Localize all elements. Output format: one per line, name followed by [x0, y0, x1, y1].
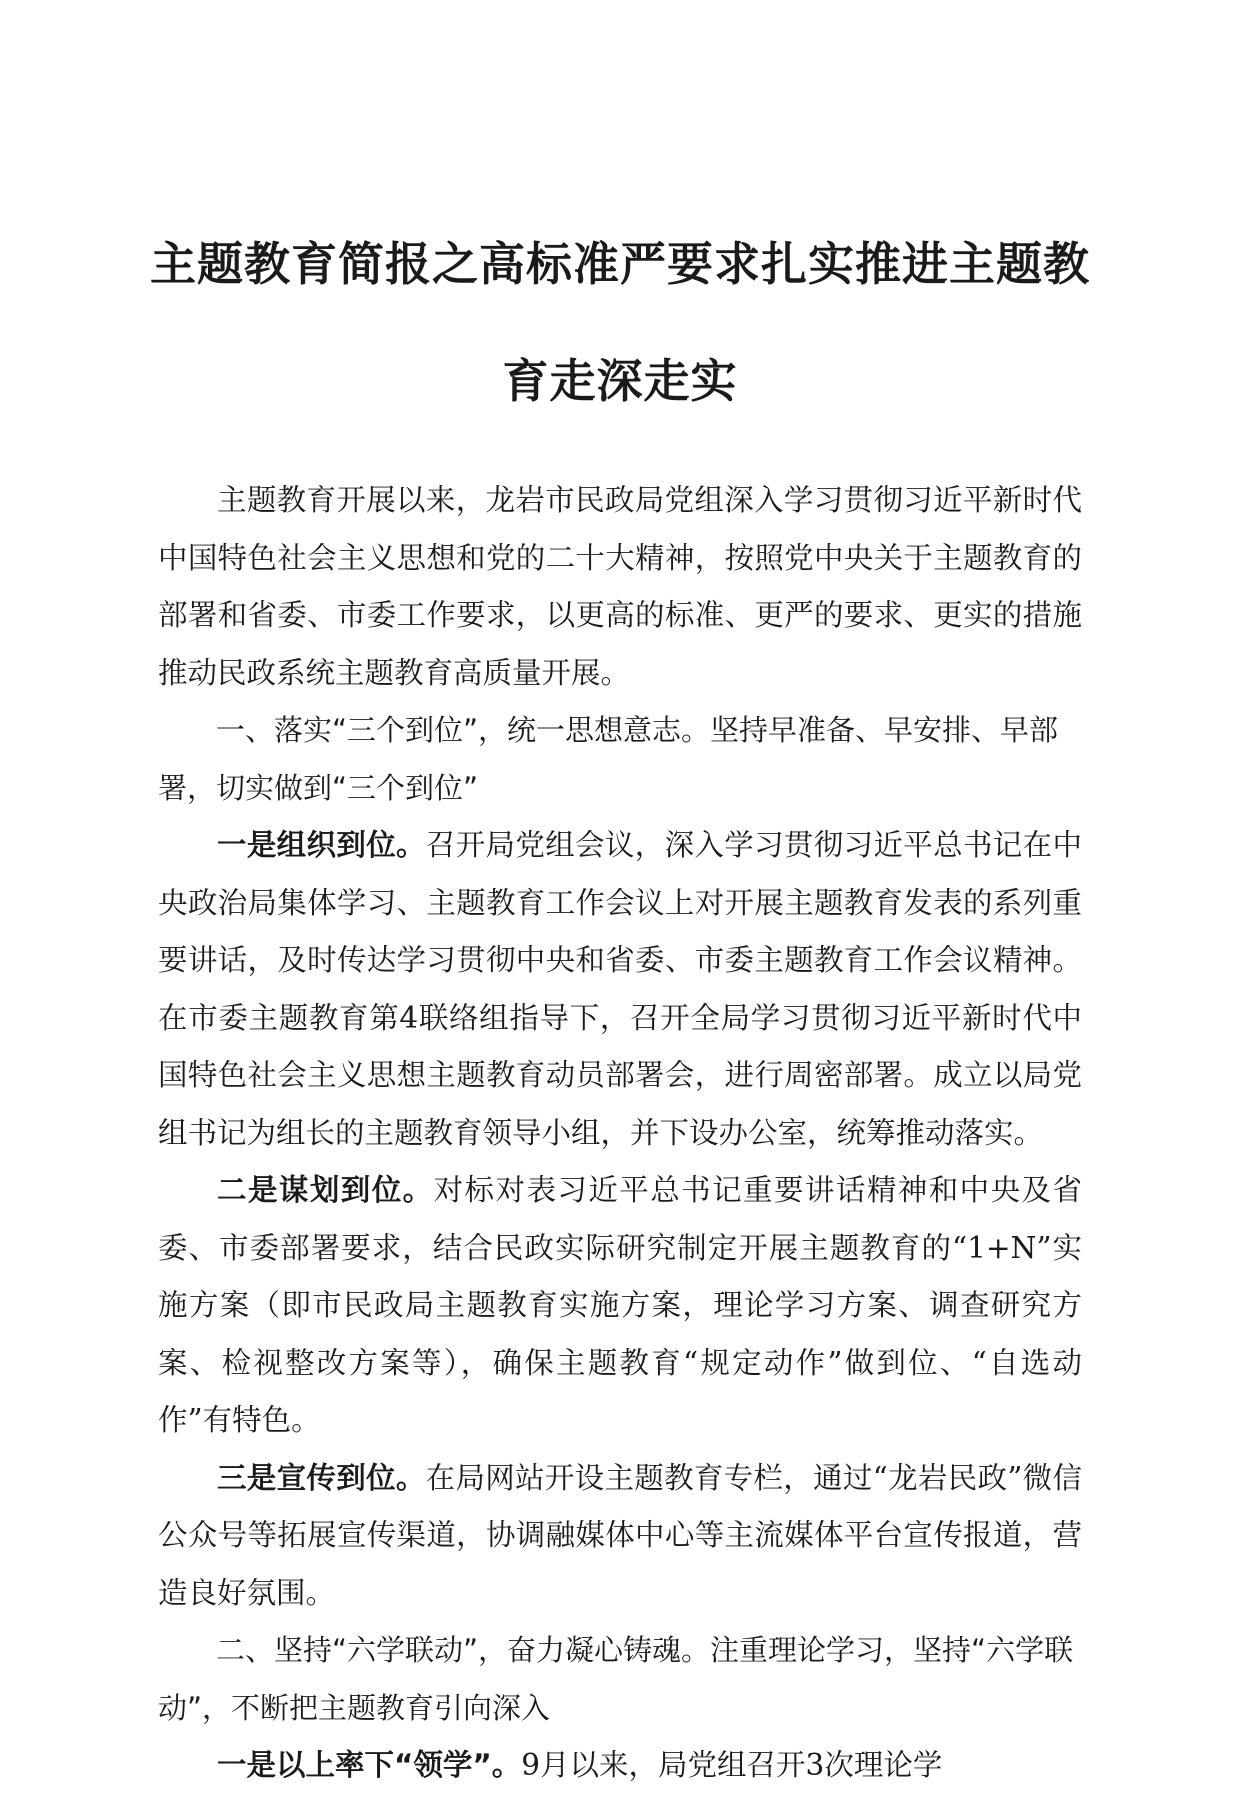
section-1-heading: 一、落实“三个到位”，统一思想意志。坚持早准备、早安排、早部署，切实做到“三个到位” [158, 713, 1059, 805]
item-lead: 一是组织到位。 [217, 828, 426, 862]
item-lead: 一是以上率下“领学”。 [217, 1748, 522, 1782]
item-lead: 三是宣传到位。 [217, 1460, 426, 1495]
item-text: 9月以来，局党组召开3次理论学 [521, 1748, 943, 1782]
section-2-item-1 [158, 1737, 1082, 1795]
document-title-line-1: 主题教育简报之高标准严要求扎实推进主题教 [150, 237, 1090, 291]
section-2-heading: 二、坚持“六学联动”，奋力凝心铸魂。注重理论学习，坚持“六学联动”，不断把主题教育引向深入 [158, 1633, 1074, 1725]
item-text: 对标对表习近平总书记重要讲话精神和中央及省委、市委部署要求，结合民政实际研究制定开展主题教育的“1+N”实施方案（即市民政局主题教育实施方案，理论学习方案、调查研究方案、检视整改方案等），确保主题教育“规定动作”做到位、“自选动作”有特色。 [158, 1173, 1082, 1437]
item-lead: 二是谋划到位。 [217, 1173, 434, 1207]
intro-paragraph: 主题教育开展以来，龙岩市民政局党组深入学习贯彻习近平新时代中国特色社会主义思想和党的二十大精神，按照党中央关于主题教育的部署和省委、市委工作要求，以更高的标准、更严的要求、更实的措施推动民政系统主题教育高质量开展。 [158, 483, 1082, 690]
section-1-item-2 [158, 1162, 1082, 1450]
document-title-line-2: 育走深走实 [502, 354, 738, 408]
item-text: 召开局党组会议，深入学习贯彻习近平总书记在中央政治局集体学习、主题教育工作会议上对开展主题教育发表的系列重要讲话，及时传达学习贯彻中央和省委、市委主题教育工作会议精神。在市委主题教育第4联络组指导下，召开全局学习贯彻习近平新时代中国特色社会主义思想主题教育动员部署会，进行周密部署。成立以局党组书记为组长的主题教育领导小组，并下设办公室，统筹推动落实。 [158, 828, 1082, 1150]
section-1-item-3 [158, 1450, 1082, 1623]
document-body [158, 472, 1082, 1795]
item-text: 在局网站开设主题教育专栏，通过“龙岩民政”微信公众号等拓展宣传渠道，协调融媒体中心等主流媒体平台宣传报道，营造良好氛围。 [158, 1460, 1082, 1610]
section-1-item-1 [158, 817, 1082, 1162]
